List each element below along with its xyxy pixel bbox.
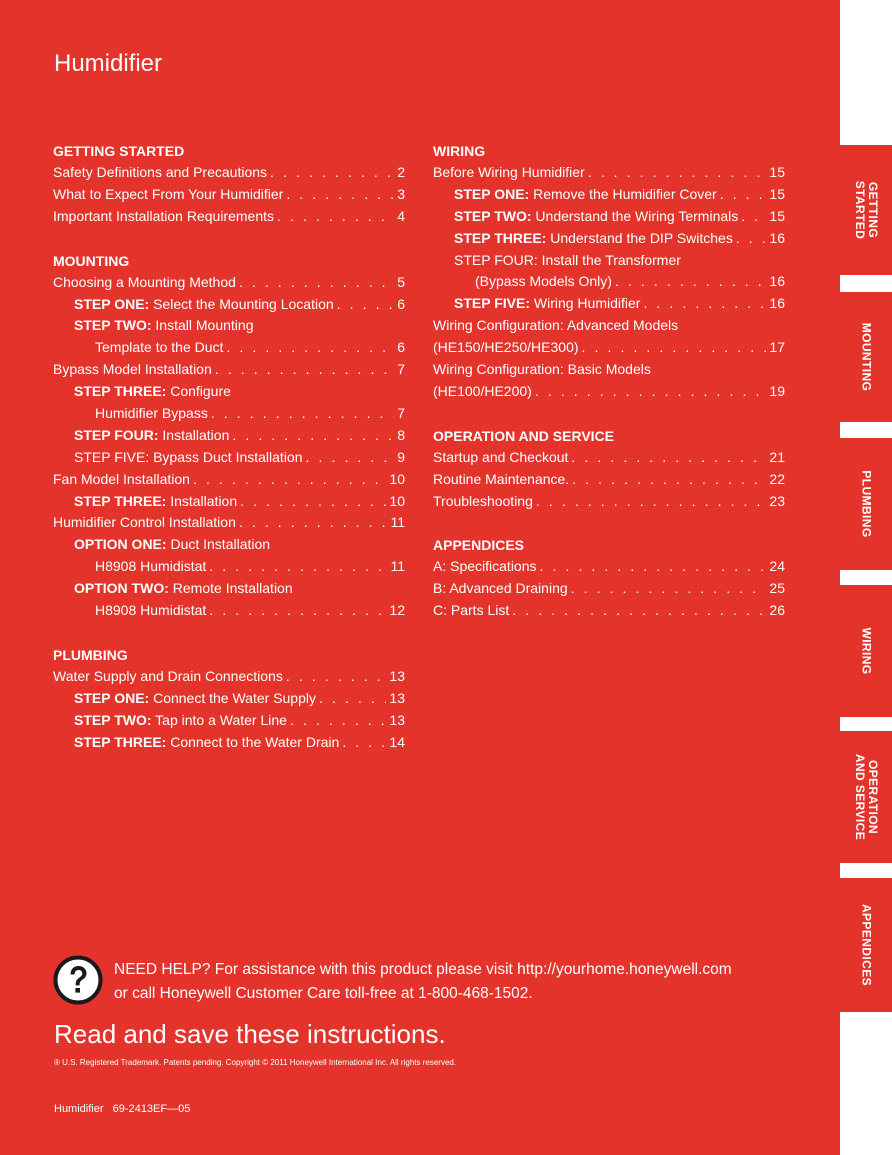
toc-entry-label xyxy=(454,250,681,272)
toc-page-number: 7 xyxy=(397,361,405,378)
toc-page-number: 15 xyxy=(769,207,785,224)
toc-entry-label xyxy=(74,425,229,447)
toc-leader-dots xyxy=(226,337,394,359)
toc-entry-text: Install Mounting xyxy=(151,317,254,334)
toc-entry-label xyxy=(433,556,537,578)
toc-entry-text: (HE150/HE250/HE300) xyxy=(433,339,579,356)
toc-entry-text: B: Advanced Draining xyxy=(433,580,568,597)
toc-entry-step: STEP TWO: xyxy=(74,317,152,334)
toc-entry-text: Routine Maintenance. xyxy=(433,470,570,487)
toc-entry-text: Configure xyxy=(166,383,231,400)
toc-entry[interactable] xyxy=(53,469,405,491)
toc-entry-step: STEP THREE: xyxy=(74,492,167,509)
toc-entry[interactable] xyxy=(433,469,785,491)
toc-entry-step: STEP ONE: xyxy=(74,295,150,312)
tab-mounting[interactable] xyxy=(840,292,892,422)
toc-entry-label xyxy=(454,184,717,206)
toc-entry-label xyxy=(74,381,231,403)
toc-leader-dots xyxy=(540,556,767,578)
toc-entry-label xyxy=(95,600,206,622)
toc-entry[interactable] xyxy=(53,359,405,381)
toc-entry[interactable] xyxy=(433,293,785,315)
toc-leader-dots xyxy=(232,425,394,447)
toc-page-number: 21 xyxy=(769,448,785,465)
toc-entry-text: Duct Installation xyxy=(166,536,271,553)
toc-entry-text: Understand the Wiring Terminals xyxy=(531,207,739,224)
toc-entry[interactable] xyxy=(433,578,785,600)
toc-entry-text: Humidifier Bypass xyxy=(95,405,208,422)
toc-entry[interactable] xyxy=(53,162,405,184)
toc-entry-label xyxy=(74,315,253,337)
toc-leader-dots xyxy=(588,162,767,184)
tab-appendices[interactable] xyxy=(840,878,892,1012)
toc-entry-step: STEP TWO: xyxy=(454,207,532,224)
toc-page-number: 25 xyxy=(769,580,785,597)
toc-entry-label xyxy=(433,491,533,513)
legal-notice: ® U.S. Registered Trademark. Patents pending. Copyright © 2011 Honeywell International Inc. All rights reserved. xyxy=(54,1058,457,1067)
toc-entry-text: Wiring Configuration: Basic Models xyxy=(433,361,651,378)
toc-entry[interactable] xyxy=(433,359,785,381)
toc-page-number: 23 xyxy=(769,492,785,509)
toc-entry-label xyxy=(74,688,316,710)
toc-leader-dots xyxy=(193,469,386,491)
page-footer: Humidifier 69-2413EF—05 xyxy=(54,1103,191,1115)
toc-entry-label xyxy=(433,600,509,622)
toc-entry-step: STEP ONE: xyxy=(454,185,530,202)
toc-entry-text: Tap into a Water Line xyxy=(151,711,287,728)
toc-page-number: 24 xyxy=(769,558,785,575)
toc-entry-step: STEP ONE: xyxy=(74,689,150,706)
toc-entry-text: Installation xyxy=(166,492,238,509)
toc-entry[interactable] xyxy=(53,732,405,754)
toc-entry-step: STEP THREE: xyxy=(74,383,167,400)
toc-page-number: 13 xyxy=(389,689,405,706)
toc-page-number: 8 xyxy=(397,426,405,443)
toc-entry-label xyxy=(53,512,236,534)
toc-leader-dots xyxy=(512,600,766,622)
toc-entry-label xyxy=(53,359,212,381)
toc-entry-label xyxy=(74,447,303,469)
toc-section xyxy=(53,644,405,754)
toc-entry[interactable] xyxy=(433,271,785,293)
toc-page-number: 14 xyxy=(389,733,405,750)
toc-page-number: 13 xyxy=(389,667,405,684)
toc-entry-text: What to Expect From Your Humidifier xyxy=(53,185,284,202)
toc-leader-dots xyxy=(582,337,767,359)
toc-leader-dots xyxy=(615,271,766,293)
toc-leader-dots xyxy=(211,403,394,425)
toc-entry-text: Water Supply and Drain Connections xyxy=(53,667,283,684)
toc-leader-dots xyxy=(240,491,386,513)
toc-section-heading: OPERATION AND SERVICE xyxy=(433,427,614,444)
toc-section xyxy=(433,140,785,403)
toc-entry[interactable] xyxy=(53,600,405,622)
toc-entry[interactable] xyxy=(53,710,405,732)
read-and-save-heading: Read and save these instructions. xyxy=(54,1019,446,1049)
tab-label: APPENDICES xyxy=(859,903,874,987)
toc-entry-label xyxy=(53,162,267,184)
toc-entry-label xyxy=(53,184,283,206)
toc-entry-text: STEP FOUR: Install the Transformer xyxy=(454,251,681,268)
toc-entry-text: (Bypass Models Only) xyxy=(475,273,612,290)
toc-section xyxy=(433,425,785,513)
toc-entry-label xyxy=(74,732,339,754)
toc-entry-text: Select the Mounting Location xyxy=(149,295,334,312)
toc-entry-step: OPTION ONE: xyxy=(74,536,167,553)
toc-page-number: 9 xyxy=(397,448,405,465)
toc-entry-text: Remote Installation xyxy=(168,580,293,597)
toc-entry-step: STEP TWO: xyxy=(74,711,152,728)
toc-entry-label xyxy=(53,272,236,294)
toc-leader-dots xyxy=(270,162,394,184)
toc-entry-text: Choosing a Mounting Method xyxy=(53,273,236,290)
toc-entry-text: Safety Definitions and Precautions xyxy=(53,164,268,180)
toc-entry-text: Remove the Humidifier Cover xyxy=(529,185,717,202)
toc-entry-text: Before Wiring Humidifier xyxy=(433,164,585,180)
toc-entry-label xyxy=(74,491,237,513)
toc-section xyxy=(433,534,785,622)
toc-leader-dots xyxy=(209,556,387,578)
toc-leader-dots xyxy=(286,184,394,206)
toc-entry-label xyxy=(454,228,733,250)
toc-entry[interactable] xyxy=(433,600,785,622)
toc-entry-text: Startup and Checkout xyxy=(433,448,569,465)
toc-entry[interactable] xyxy=(53,534,405,556)
toc-entry[interactable] xyxy=(53,491,405,513)
toc-entry[interactable] xyxy=(433,228,785,250)
question-mark-icon xyxy=(53,955,103,1005)
tab-label: MOUNTING xyxy=(859,322,874,392)
toc-page-number: 22 xyxy=(769,470,785,487)
toc-page-number: 2 xyxy=(397,164,405,180)
toc-page-number: 11 xyxy=(390,558,405,575)
toc-section-heading: WIRING xyxy=(433,143,486,159)
toc-entry-text: Connect to the Water Drain xyxy=(166,733,340,750)
toc-entry-text: Connect the Water Supply xyxy=(149,689,316,706)
toc-entry-label xyxy=(74,710,287,732)
toc-entry[interactable] xyxy=(53,403,405,425)
toc-leader-dots xyxy=(215,359,394,381)
toc-page-number: 16 xyxy=(769,295,785,312)
toc-entry-label xyxy=(454,293,640,315)
tab-label: WIRING xyxy=(859,627,874,675)
toc-entry-label xyxy=(454,206,738,228)
toc-section-heading: GETTING STARTED xyxy=(53,143,185,159)
toc-page-number: 16 xyxy=(769,273,785,290)
toc-section-heading: PLUMBING xyxy=(53,646,128,663)
tab-label: OPERATION AND SERVICE xyxy=(853,753,880,841)
toc-entry-text: STEP FIVE: Bypass Duct Installation xyxy=(74,448,303,465)
toc-leader-dots xyxy=(643,293,766,315)
toc-page-number: 3 xyxy=(397,185,405,202)
toc-leader-dots xyxy=(571,447,766,469)
toc-leader-dots xyxy=(239,272,394,294)
toc-entry-step: STEP FIVE: xyxy=(454,295,530,312)
toc-entry-label xyxy=(74,578,293,600)
toc-page-number: 6 xyxy=(397,295,405,312)
toc-entry[interactable] xyxy=(53,556,405,578)
page-title: Humidifier xyxy=(54,50,163,77)
toc-entry[interactable] xyxy=(53,688,405,710)
toc-entry-label xyxy=(95,337,223,359)
toc-entry[interactable] xyxy=(53,294,405,316)
toc-entry-text: Troubleshooting xyxy=(433,492,533,509)
toc-page-number: 26 xyxy=(769,602,785,619)
toc-entry-step: OPTION TWO: xyxy=(74,580,169,597)
toc-entry-text: Installation xyxy=(158,426,230,443)
toc-entry-label xyxy=(433,359,651,381)
toc-entry-text: H8908 Humidistat xyxy=(95,602,207,619)
toc-page-number: 11 xyxy=(390,514,405,531)
toc-entry-text: Humidifier Control Installation xyxy=(53,514,236,531)
toc-entry[interactable] xyxy=(433,337,785,359)
toc-leader-dots xyxy=(736,228,767,250)
toc-leader-dots xyxy=(306,447,395,469)
toc-entry-step: STEP THREE: xyxy=(454,229,547,246)
need-help-line-2: or call Honeywell Customer Care toll-free at 1-800-468-1502. xyxy=(114,985,533,1002)
tab-operation-and-service[interactable] xyxy=(840,731,892,863)
toc-entry[interactable] xyxy=(53,272,405,294)
toc-leader-dots xyxy=(337,294,395,316)
toc-section-heading: APPENDICES xyxy=(433,537,525,554)
toc-leader-dots xyxy=(342,732,386,754)
toc-entry-label xyxy=(433,447,568,469)
toc-leader-dots xyxy=(571,578,767,600)
toc-entry[interactable] xyxy=(433,206,785,228)
toc-leader-dots xyxy=(290,710,386,732)
tab-wiring[interactable] xyxy=(840,585,892,717)
toc-leader-dots xyxy=(741,206,766,228)
toc-leader-dots xyxy=(209,600,386,622)
toc-entry-text: C: Parts List xyxy=(433,602,510,619)
toc-entry[interactable] xyxy=(433,381,785,403)
toc-left-column xyxy=(53,140,405,775)
toc-entry-label xyxy=(433,315,678,337)
toc-entry-text: A: Specifications xyxy=(433,558,537,575)
toc-entry[interactable] xyxy=(53,666,405,688)
toc-entry-text: H8908 Humidistat xyxy=(95,558,207,575)
toc-page-number: 12 xyxy=(389,602,405,619)
toc-page-number: 15 xyxy=(769,164,785,180)
toc-entry-text: Bypass Model Installation xyxy=(53,361,212,378)
toc-entry-label xyxy=(433,381,532,403)
toc-entry[interactable] xyxy=(433,447,785,469)
toc-entry[interactable] xyxy=(433,491,785,513)
toc-entry-label xyxy=(433,578,568,600)
toc-leader-dots xyxy=(720,184,767,206)
toc-page-number: 15 xyxy=(769,185,785,202)
toc-entry-text: (HE100/HE200) xyxy=(433,382,532,399)
toc-entry-text: Important Installation Requirements xyxy=(53,207,274,224)
need-help-line-1: NEED HELP? For assistance with this product please visit http://yourhome.honeywell.com xyxy=(114,961,732,978)
toc-entry-text: Wiring Humidifier xyxy=(529,295,641,312)
toc-entry-label xyxy=(74,534,270,556)
toc-entry-label xyxy=(475,271,612,293)
toc-leader-dots xyxy=(239,512,388,534)
toc-page-number: 7 xyxy=(397,405,405,422)
toc-page-number: 17 xyxy=(769,339,785,356)
toc-leader-dots xyxy=(536,491,767,513)
toc-entry[interactable] xyxy=(53,512,405,534)
toc-entry[interactable] xyxy=(53,337,405,359)
toc-entry-step: STEP THREE: xyxy=(74,733,167,750)
tab-getting-started[interactable] xyxy=(840,145,892,275)
toc-entry[interactable] xyxy=(433,315,785,337)
toc-entry-label xyxy=(433,162,585,184)
toc-entry-label xyxy=(53,469,190,491)
toc-entry[interactable] xyxy=(53,184,405,206)
toc-section xyxy=(53,140,405,228)
tab-label: GETTING STARTED xyxy=(853,180,880,240)
toc-entry[interactable] xyxy=(53,425,405,447)
toc-leader-dots xyxy=(277,206,394,228)
toc-entry-text: Wiring Configuration: Advanced Models xyxy=(433,317,679,334)
toc-entry-label xyxy=(95,556,206,578)
toc-entry[interactable] xyxy=(433,184,785,206)
toc-page-number: 16 xyxy=(769,229,785,246)
toc-page-number: 5 xyxy=(397,273,405,290)
toc-page-number: 19 xyxy=(769,382,785,399)
toc-entry-text: Understand the DIP Switches xyxy=(546,229,733,246)
toc-right-column xyxy=(433,140,785,644)
toc-entry[interactable] xyxy=(433,556,785,578)
toc-page-number: 10 xyxy=(389,492,405,509)
toc-entry-label xyxy=(53,666,283,688)
toc-page-number: 13 xyxy=(389,711,405,728)
toc-leader-dots xyxy=(572,469,766,491)
need-help-text xyxy=(114,958,732,1006)
toc-entry-step: STEP FOUR: xyxy=(74,426,159,443)
toc-page-number: 10 xyxy=(389,470,405,487)
toc-leader-dots xyxy=(535,381,767,403)
toc-leader-dots xyxy=(286,666,387,688)
tab-label: PLUMBING xyxy=(859,470,874,538)
toc-entry-text: Fan Model Installation xyxy=(53,470,190,487)
toc-entry[interactable] xyxy=(433,162,785,184)
toc-entry-label xyxy=(95,403,208,425)
toc-entry-label xyxy=(433,469,569,491)
toc-entry-label xyxy=(74,294,334,316)
toc-entry[interactable] xyxy=(53,578,405,600)
toc-entry[interactable] xyxy=(53,315,405,337)
toc-page-number: 6 xyxy=(397,339,405,356)
toc-section-heading: MOUNTING xyxy=(53,252,130,269)
toc-entry-label xyxy=(53,206,274,228)
toc-page-number: 4 xyxy=(397,207,405,224)
tab-plumbing[interactable] xyxy=(840,438,892,570)
toc-entry[interactable] xyxy=(433,250,785,272)
toc-entry[interactable] xyxy=(53,206,405,228)
toc-leader-dots xyxy=(319,688,386,710)
toc-entry-text: Template to the Duct xyxy=(95,339,224,356)
toc-section xyxy=(53,250,405,622)
toc-entry[interactable] xyxy=(53,447,405,469)
toc-entry-label xyxy=(433,337,579,359)
toc-entry[interactable] xyxy=(53,381,405,403)
